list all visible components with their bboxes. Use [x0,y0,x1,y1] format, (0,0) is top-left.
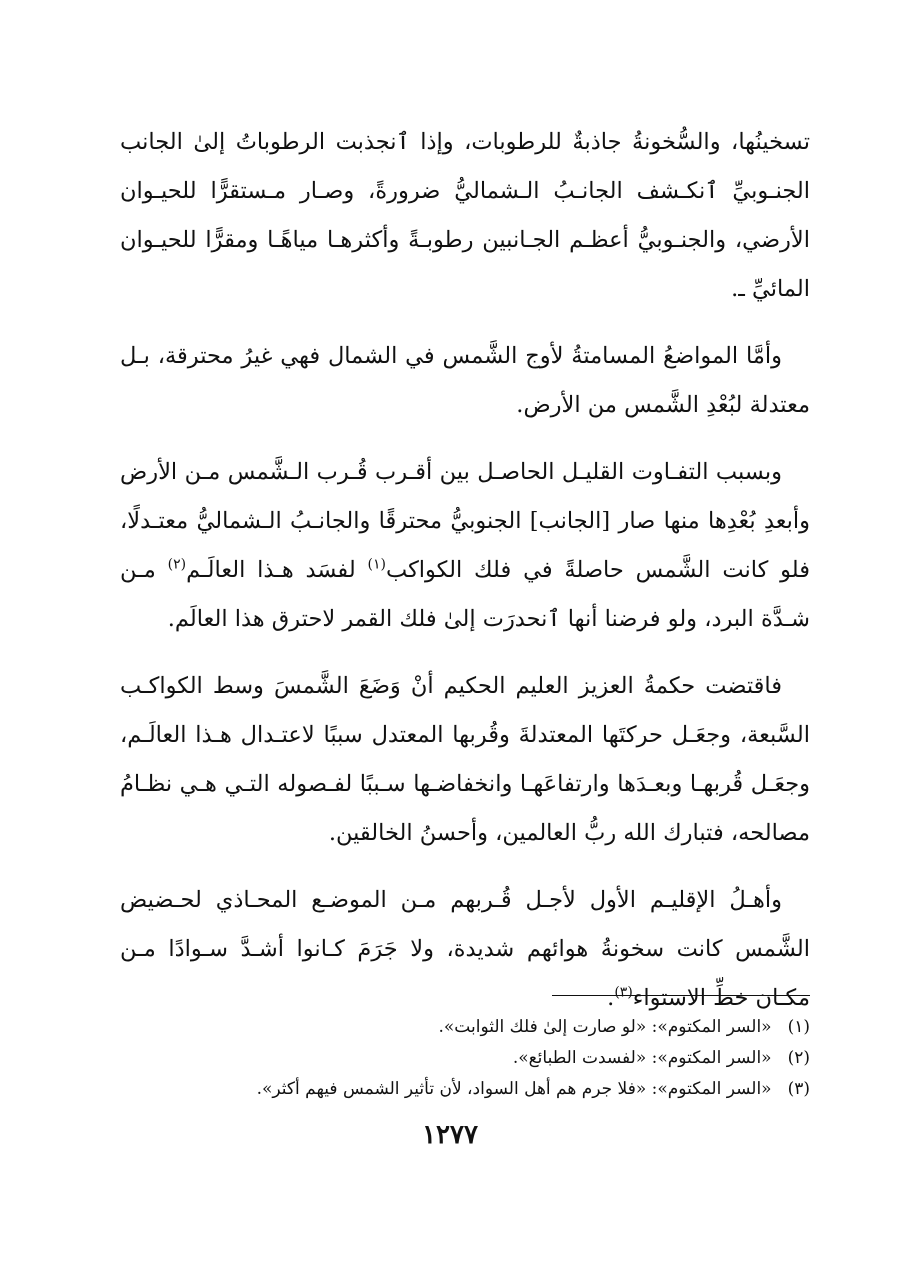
footnote-2-text: «السر المكتوم»: «لفسدت الطبائع». [512,1048,772,1068]
paragraph-5-text-a: وأهـلُ الإقليـم الأول لأجـل قُـربهم مـن الموضـع المحـاذي لحـضيض الشَّمس كانت سخونةُ هوائهم شديدة، ولا جَرَمَ كـانوا أشـدَّ سـوادًا مـن مكـان خطِّ الاستواء [120,887,810,1011]
footnote-3-number: (٣) [787,1079,810,1099]
footnote-ref-2[interactable]: (٢) [167,556,187,573]
footnote-ref-3[interactable]: (٣) [614,984,633,1001]
footnote-1 [120,1012,810,1043]
paragraph-3-text-b: لفسَد هـذا العالَـم [186,557,368,583]
footnote-2 [120,1043,810,1074]
paragraph-4 [120,662,810,858]
paragraph-1-text: تسخينُها، والسُّخونةُ جاذبةٌ للرطوبات، وإذا ٱنجذبت الرطوباتُ إلىٰ الجانب الجنـوبيِّ ٱنكـشف الجانـبُ الـشماليُّ ضرورةً، وصـار مـستقرًّا للحيـوان الأرضي، والجنـوبيُّ أعظـم الجـانبين رطوبـةً وأكثرهـا مياهًـا ومقرًّا للحيـوان المائيِّ ـ. [120,129,810,302]
paragraph-3-text-a: وبسبب التفـاوت القليـل الحاصـل بين أقـرب قُـرب الـشَّمس مـن الأرض وأبعدِ بُعْدِها منها صار [الجانب] الجنوبيُّ محترقًا والجانـبُ الـشماليُّ معتـدلًا، فلو كانت الشَّمس حاصلةً في فلك الكواكب [120,459,810,583]
main-text [120,118,810,1041]
paragraph-5-text-b: . [607,985,615,1011]
footnote-2-number: (٢) [787,1048,810,1068]
paragraph-4-text: فاقتضت حكمةُ العزيز العليم الحكيم أنْ وَضَعَ الشَّمسَ وسط الكواكـب السَّبعة، وجعَـل حركتَها المعتدلةَ وقُربها المعتدل سببًا لاعتـدال هـذا العالَـم، وجعَـل قُربهـا وبعـدَها وارتفاعَهـا وانخفاضـها سـببًا لفـصوله التـي هـي نظـامُ مصالحه، فتبارك الله ربُّ العالمين، وأحسنُ الخالقين. [120,673,810,846]
footnote-3 [120,1074,810,1105]
paragraph-1 [120,118,810,314]
footnote-divider [552,995,810,996]
footnotes [120,1012,810,1105]
paragraph-5 [120,876,810,1023]
footnote-1-text: «السر المكتوم»: «لو صارت إلىٰ فلك الثوابت». [438,1017,772,1037]
footnote-1-number: (١) [787,1017,810,1037]
page-number: ١٢٧٧ [422,1120,478,1150]
footnote-3-text: «السر المكتوم»: «فلا جرم هم أهل السواد، لأن تأثير الشمس فيهم أكثر». [256,1079,772,1099]
paragraph-2-text: وأمَّا المواضعُ المسامتةُ لأوج الشَّمس في الشمال فهي غيرُ محترقة، بـل معتدلة لبُعْدِ الشَّمس من الأرض. [120,343,810,418]
paragraph-3 [120,448,810,644]
footnote-ref-1[interactable]: (١) [367,556,386,573]
paragraph-2 [120,332,810,430]
paragraph-3-text-c: مـن شـدَّة البرد، ولو فرضنا أنها ٱنحدرَت إلىٰ فلك القمر لاحترق هذا العالَم. [120,557,810,632]
